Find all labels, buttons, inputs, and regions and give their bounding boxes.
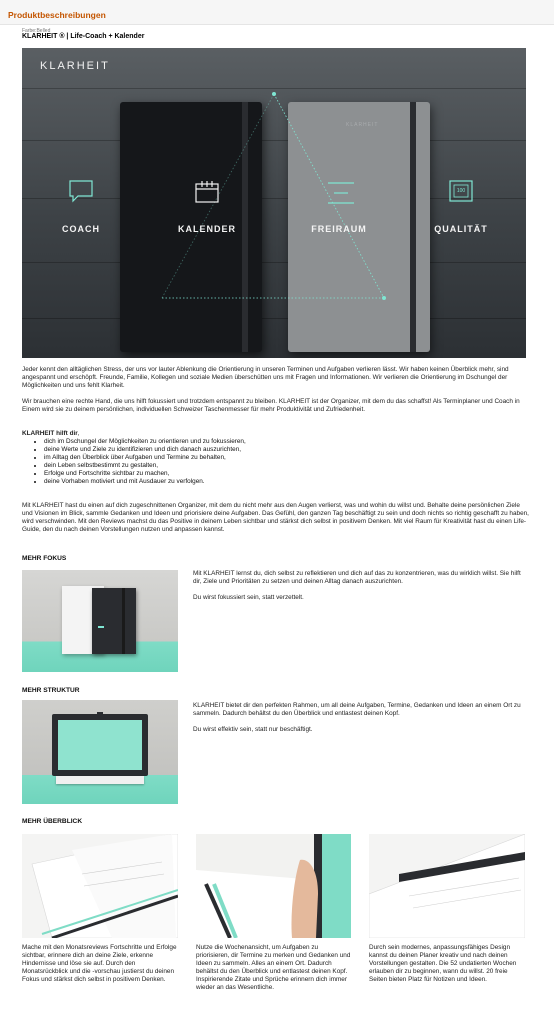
list-item: • Erfolge und Fortschritte sichtbar zu machen, (44, 470, 524, 478)
struktur-text: KLARHEIT bietet dir den perfekten Rahmen, um all deine Aufgaben, Termine, Gedanken und Ideen an einem Ort zu sammeln. Dadurch behältst du den Überblick und entlastest deinen Kopf. Du wirst effektiv sein, statt nur beschäftigt. (193, 702, 521, 733)
label-freiraum: FREIRAUM (311, 224, 367, 234)
fokus-image (22, 570, 178, 672)
ueberblick-heading: MEHR ÜBERBLICK (22, 818, 83, 825)
list-item: • deine Werte und Ziele zu identifizieren und dich danach auszurichten, (44, 446, 524, 454)
fokus-text: Mit KLARHEIT lernst du, dich selbst zu reflektieren und dich auf das zu konzentrieren, was du wirklich willst. Sie hilft dir, Ziele und Prioritäten zu setzen und deinen Alltag danach auszurichten. Du wirst fokussiert sein, statt verzettelt. (193, 570, 521, 601)
list-item: • im Alltag den Überblick über Aufgaben und Termine zu behalten, (44, 454, 524, 462)
quality-badge-number: 100 (456, 188, 466, 194)
open-planner-illustration (22, 834, 178, 938)
intro-paragraph-3: Mit KLARHEIT hast du einen auf dich zugeschnittenen Organizer, mit dem du nicht mehr aus den Augen verlierst, was und wohin du willst und. Behalte deine persönlichen Ziele und Visionen im Blick, sammle Gedanken und Ideen und priorisiere deine Aufgaben. Das Gefühl, den ganzen Tag beschäftigt zu sein und doch nichts so richtig geschafft zu haben, wird verschwinden. Mit den Reviews machst du das Positive in deinem Leben sichtbar und stärkst dich selbst in positivem Denken. Mit viel Raum für Kreativität hast du einen Life-Guide, den du nach deinen Vorstellungen nutzen und anpassen kannst. (22, 502, 529, 533)
label-qualitaet: QUALITÄT (434, 224, 488, 234)
list-item: • dein Leben selbstbestimmt zu gestalten, (44, 462, 524, 470)
hero-brand: KLARHEIT (40, 60, 110, 72)
section-title: Produktbeschreibungen (8, 10, 106, 20)
weekly-view-illustration (196, 834, 351, 938)
struktur-heading: MEHR STRUKTUR (22, 687, 80, 694)
list-item: • dich im Dschungel der Möglichkeiten zu orientieren und zu fokussieren, (44, 438, 524, 446)
hero-image (22, 48, 526, 358)
connector-dot (272, 92, 276, 96)
fokus-heading: MEHR FOKUS (22, 555, 67, 562)
color-label: Farbe:Belled (22, 28, 51, 34)
planner-page-illustration (369, 834, 525, 938)
calendar-icon (194, 179, 220, 205)
ueberblick-text-monthly: Mache mit den Monatsreviews Fortschritte und Erfolge sichtbar, erinnere dich an deine Ziele, erkenne Hindernisse und löse sie auf. Durch den Monatsrückblick und die -vorschau justierst du deinen Fokus und stärkst dich selbst in positivem Denken. (22, 944, 177, 983)
benefit-list (34, 438, 524, 486)
product-title: KLARHEIT ® | Life-Coach + Kalender (22, 33, 145, 40)
speech-bubble-icon (68, 179, 94, 205)
ueberblick-text-design: Durch sein modernes, anpassungsfähiges Design kannst du deinen Planer kreativ und nach deinen Vorstellungen gestalten. Die 52 undatierten Wochen erlauben dir zu beginnen, wann du willst. 20 freie Seiten bieten Platz für Notizen und Ideen. (369, 944, 517, 983)
struktur-image (22, 700, 178, 804)
blank-lines-icon (326, 179, 356, 205)
intro-paragraph-2: Wir brauchen eine rechte Hand, die uns hilft fokussiert und trotzdem entspannt zu bleiben. KLARHEIT ist der Organizer, mit dem du das schaffst! Als Terminplaner und Coach in Einem wird sie zu deinem persönlichen, individuellen Schweizer Taschenmesser für mehr Produktivität und Zufriedenheit. (22, 398, 520, 413)
label-coach: COACH (62, 224, 100, 234)
helps-heading: KLARHEIT hilft dir, (22, 430, 80, 437)
notebook-imprint: KLARHEIT (346, 122, 379, 128)
ueberblick-image-weekly (196, 834, 351, 938)
ueberblick-image-design (369, 834, 525, 938)
label-kalender: KALENDER (177, 224, 236, 234)
ueberblick-text-weekly: Nutze die Wochenansicht, um Aufgaben zu priorisieren, dir Termine zu merken und Gedanken und Ideen zu sammeln. Alles an einem Ort. Dadurch behältst du den Überblick und entlastest deinen Kopf. Inspirierende Zitate und Sprüche erinnern dich immer wieder an das Wesentliche. (196, 944, 351, 991)
connector-dot (382, 296, 386, 300)
ueberblick-image-monthly (22, 834, 178, 938)
intro-paragraph-1: Jeder kennt den alltäglichen Stress, der uns vor lauter Ablenkung die Orientierung in unseren Terminen und Aufgaben verlieren lässt. Wir haben keinen Überblick mehr, sind angespannt und erschöpft. Freunde, Familie, Kollegen und soziale Medien überschütten uns mit Fragen und Informationen. Wir verlieren die Orientierung im Dschungel der Möglichkeiten und uns fehlt Klarheit. (22, 366, 509, 389)
list-item: • deine Vorhaben motiviert und mit Ausdauer zu verfolgen. (44, 478, 524, 486)
